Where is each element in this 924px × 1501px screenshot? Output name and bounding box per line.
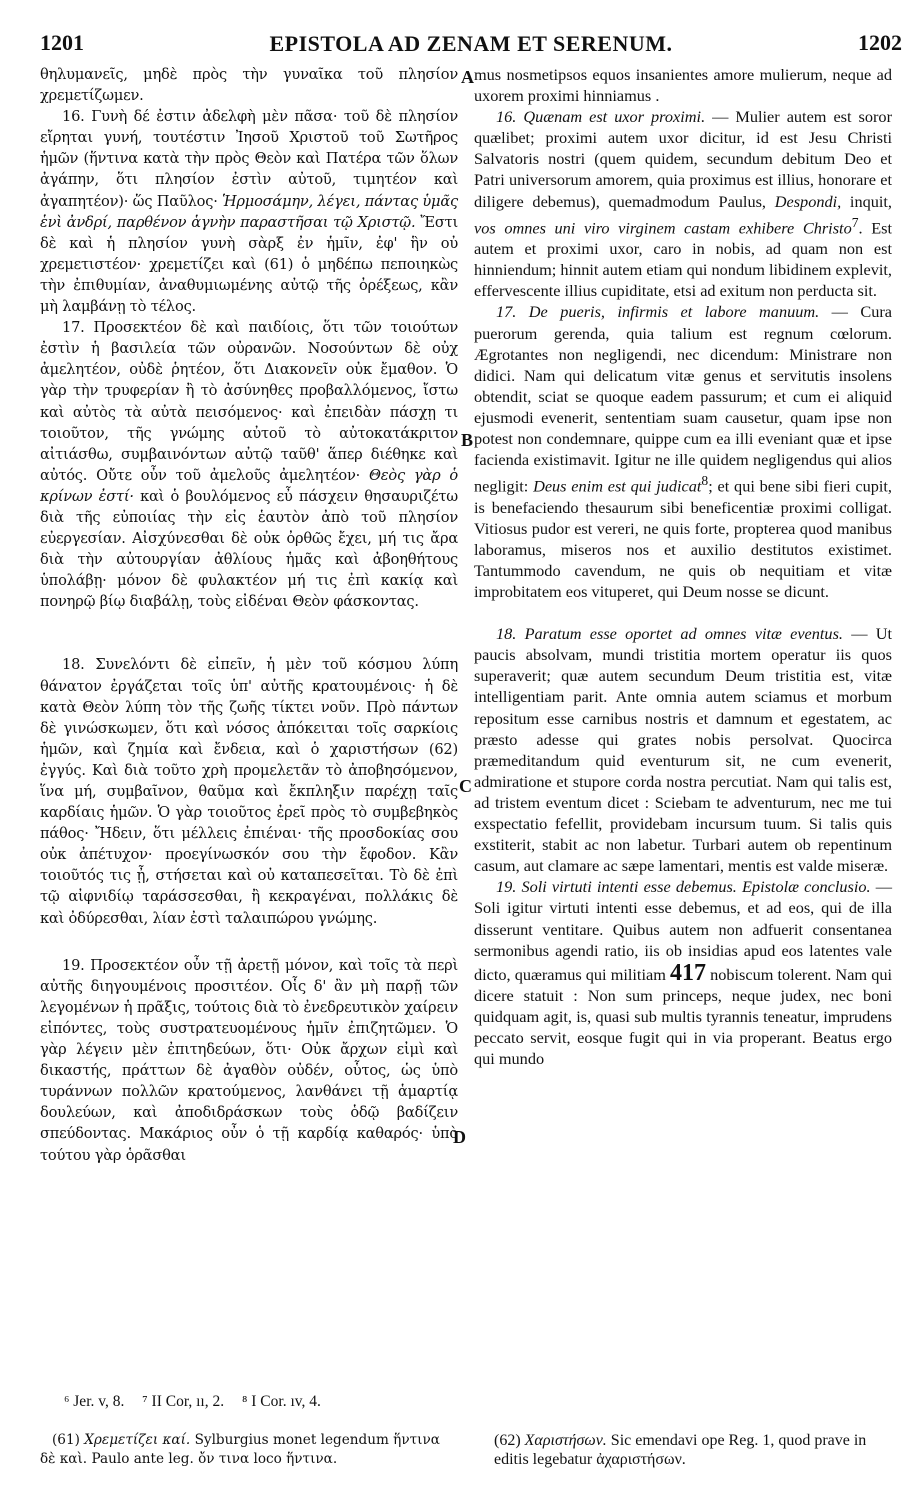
latin-19-rest: nobiscum tolerent. Nam qui dicere statuit : Non sum princeps, neque judex, nec boni quidquam agit, is, quasi sub multis tyrannis teneatur, imprudens peccato servit, eosque fugit qui in via properant. Beatus ergo qui mundo	[474, 964, 892, 1069]
latin-paragraph-18	[474, 623, 892, 876]
greek-paragraph-intro: θηλυμανεῖς, μηδὲ πρὸς τὴν γυναῖκα τοῦ πλησίον χρεμετίζωμεν.	[40, 66, 458, 105]
latin-17-rest: ; et qui bene sibi fieri cupit, is benefaciendo thesaurum sibi beneficentiæ proximi colligat. Vitiosus pudor est vereri, ne quis forte, propterea quod manibus laboramus, miseros nos et auxilio destitutos existimet. Tantummodo cavendum, ne quis ob nequitiam et vitæ improbitatem eos vituperet, qui Deum nosse se dicunt.	[474, 476, 893, 602]
note-61	[40, 1431, 458, 1469]
note-61-text: Sylburgius monet legendum ἥντινα δὲ καὶ. Paulo ante leg. ὄν τινα loco ἥντινα.	[40, 1432, 440, 1467]
greek-paragraph-19: 19. Προσεκτέον οὖν τῇ ἀρετῇ μόνον, καὶ τοῖς τὰ περὶ αὐτῆς διηγουμένοις προσιτέον. Οἷς δ' ἂν μὴ παρῇ τῶν λεγομένων ἡ πρᾶξις, τούτοις διὰ τὸ ἐνεδρευτικὸν χαίρειν εἰπόντες, τοὺς συστρατευομένους ἡμῖν ἐπιζητῶμεν. Ὁ γὰρ λέγειν μὲν ἐπιτηδεύων, ὅτι· Οὐκ ἄρχων εἰμὶ καὶ δικαστής, πράττων δὲ ἀγαθὸν οὐδέν, οὗτος, ὡς ὑπὸ τυράννων πολλῶν κρατούμενος, λανθάνει τῇ ἁμαρτίᾳ δουλεύων, καὶ ἀποδιδράσκων τοὺς ὁδῷ βαδίζειν σπεύδοντας. Μακάριος οὖν ὁ τῇ καρδίᾳ καθαρός· ὑπὸ τούτου γὰρ ὁρᾶσθαι	[40, 956, 458, 1164]
greek-16-rest: Ἔστι δὲ καὶ ἡ πλησίον γυνὴ σὰρξ ἐν ἡμῖν, ἐφ' ἣν οὐ χρεμετιστέον· χρεμετίζει καὶ (61) ὁ μηδέπω πεποιηκὼς τὴν ἐπιθυμίαν, ἀναθυμιωμένης αὐτῷ τῆς ὀρέξεως, κἂν μὴ λαμβάνῃ τὸ τέλος.	[40, 213, 458, 316]
latin-17-text: — Cura puerorum gerenda, quia talium est regnum cœlorum. Ægrotantes non negligendi, nec dicendum: Ministrare non didici. Nam qui delicatum vitæ genus et servitutis insolens obtendit, sciat se quoque eadem passurum; et cum ei aliquid ejusmodi evenerit, sententiam suam causetur, quam ipse non potest non condemnare, quippe cum ea illi eveniant quæ et ipse facienda existimavit. Igitur ne ille quidem negligendus qui alios negligit:	[474, 302, 893, 496]
note-61-label: (61)	[52, 1432, 80, 1448]
scripture-references	[64, 1393, 335, 1411]
latin-16-heading: 16. Quænam est uxor proximi.	[496, 107, 706, 127]
latin-paragraph-16	[474, 106, 892, 301]
column-number: 417	[669, 959, 706, 986]
greek-paragraph-18: 18. Συνελόντι δὲ εἰπεῖν, ἡ μὲν τοῦ κόσμου λύπη θάνατον ἐργάζεται τοῖς ὑπ' αὐτῆς κρατουμένοις· ἡ δὲ κατὰ Θεὸν λύπη τὸν τῆς ζωῆς τίκτει νοῦν. Πρὸ πάντων δὲ γινώσκωμεν, ὅτι καὶ νόσος ἀπόκειται τοῖς σαρκίοις ἡμῶν, καὶ ζημία καὶ ἔνδεια, καὶ ὁ χαριστήσων (62) ἐγγύς. Καὶ διὰ τοῦτο χρὴ προμελετᾶν τὸ ἀποβησόμενον, ἵνα μή, συμβαῖνον, θαῦμα καὶ ἔκπληξιν παρέχῃ ταῖς καρδίαις ἡμῶν. Ὁ γὰρ τοιοῦτος ἐρεῖ πρὸς τὸ συμβεβηκὸς πάθος· Ἤδειν, ὅτι μέλλεις ἐπιέναι· τῆς προσδοκίας σου οὐκ ἀπέτυχον· προεγίνωσκόν σου τὴν ἔφοδον. Κἂν τοιοῦτός τις ᾖ, στήσεται καὶ οὐ καταπεσεῖται. Τὸ δὲ ἐπὶ τῷ αἰφνιδίῳ ταράσσεσθαι, ἢ κεκραγέναι, πολλάκις δὲ καὶ ὀδύρεσθαι, λίαν ἐστὶ ταλαιπώρου γνώμης.	[40, 656, 458, 927]
latin-paragraph-19	[474, 876, 892, 1069]
page-title: EPISTOLA AD ZENAM ET SERENUM.	[269, 31, 673, 56]
latin-16-text: — Mulier autem est soror quælibet; proximi autem uxor dicitur, id est Jesu Christi Salvatoris nostri (quem quidem, secundum debitum Deo et Patri universorum amorem, quia proximus est illius, honorare et diligere debemus), quemadmodum Paulus,	[474, 107, 892, 211]
latin-17-quote: Deus enim est qui judicat	[533, 476, 702, 496]
footnote-7: ⁷ II Cor, ıı, 2.	[142, 1393, 225, 1410]
latin-19-heading: 19. Soli virtuti intenti esse debemus. Epistolæ conclusio.	[496, 877, 871, 897]
latin-paragraph-17	[474, 301, 892, 602]
latin-18-heading: 18. Paratum esse oportet ad omnes vitæ eventus.	[496, 624, 843, 644]
latin-column	[474, 64, 892, 1069]
footnote-ref-8: 8	[701, 473, 709, 489]
greek-17-text: 17. Προσεκτέον δὲ καὶ παιδίοις, ὅτι τῶν τοιούτων ἐστὶν ἡ βασιλεία τῶν οὐρανῶν. Νοσούντων δὲ οὐχ ἀμελητέον, οὐδὲ ῥητέον, ὅτι Διακονεῖν οὐκ ἔμαθον. Ὁ γὰρ τὴν τρυφερίαν ἢ τὸ ἀσύνηθες προβαλλόμενος, ἴστω καὶ αὐτὸς τὰ αὐτὰ πεισόμενος· καὶ ἐπειδὰν πάσχῃ τι τοιοῦτον, τῆς γνώμης αὐτοῦ τὸ αὐτοκατάκριτον αἰτιάσθω, συμβαινόντων αὐτῷ ταῦθ' ἅπερ διέθηκε καὶ αὐτός. Οὔτε οὖν τοῦ ἀμελοῦς ἀμελητέον·	[40, 319, 458, 484]
footnote-8: ⁸ I Cor. ıv, 4.	[241, 1393, 321, 1410]
greek-column	[40, 64, 458, 1166]
note-61-greek: Χρεμετίζει καί.	[84, 1432, 191, 1448]
page-header	[40, 30, 902, 58]
greek-paragraph-17	[40, 317, 458, 612]
note-62-greek: Χαριστήσων.	[524, 1432, 607, 1449]
page-number-right: 1202	[858, 30, 902, 55]
latin-17-heading: 17. De pueris, infirmis et labore manuum.	[496, 302, 820, 322]
latin-19-text: — Soli igitur virtuti intenti esse debemus, et ad eos, qui de illa disserunt ventitare. Quibus autem non adfuerit consentanea sermonibus agendi ratio, iis ob insidias apud eos latentes vale dicto, quæramus qui militiam	[474, 877, 892, 984]
latin-18-text: — Ut paucis absolvam, mundi tristitia mortem operatur iis quos superaverit; quæ autem secundum Deum tristitia est, vitæ intelligentiam parit. Ante omnia autem sciamus et morbum repositum esse carnibus nostris et damnum et egestatem, ac præsto adesse qui grates nobis persolvat. Quocirca præmeditandum quid eventurum sit, ne cum evenerit, admiratione et stupore corda nostra percutiat. Nam qui talis est, ad tristem eventum dicet : Sciebam te adventurum, nec me tui exspectatio fefellit, providebam incursum tuum. Si talis quis exstiterit, stabit ac non labetur. Turbari autem ob repentinum casum, aut clamare ac sæpe lamentari, mentis est valde miseræ.	[474, 624, 892, 876]
margin-marker-c: C	[459, 776, 472, 796]
footnote-6: ⁶ Jer. v, 8.	[64, 1393, 125, 1410]
margin-marker-a: A	[461, 67, 474, 87]
note-62	[494, 1431, 894, 1469]
latin-16-quote-b: vos omnes uni viro virginem castam exhibere Christo	[474, 218, 852, 238]
greek-17-rest: καὶ ὁ βουλόμενος εὖ πάσχειν θησαυριζέτω διὰ τῆς εὐποιίας τὴν εἰς ἑαυτὸν ἀπὸ τοῦ πλησίον εὐεργεσίαν. Αἰσχύνεσθαι δὲ οὐκ ὀρθῶς ἔχει, μή τις ἄρα διὰ τὴν αὐτουργίαν ἀθλίους ἡμᾶς καὶ ἀβοηθήτους ὑπολάβῃ· μόνον δὲ φυλακτέον μή τις ἐπὶ κακίᾳ καὶ πονηρῷ βίῳ διαβάλῃ, τοὺς εἰδέναι Θεὸν φάσκοντας.	[40, 487, 458, 611]
greek-16-quote: Ἡρμοσάμην, λέγει, πάντας ὑμᾶς ἑνὶ ἀνδρί, παρθένον ἁγνὴν παραστῆσαι τῷ Χριστῷ.	[40, 192, 458, 231]
note-62-label: (62)	[494, 1432, 521, 1449]
latin-paragraph-intro: mus nosmetipsos equos insanientes amore mulierum, neque ad uxorem proximi hinniamus .	[474, 65, 892, 106]
latin-16-inquit: inquit,	[841, 191, 892, 211]
margin-marker-b: B	[461, 430, 474, 450]
note-62-text: Sic emendavi ope Reg. 1, quod prave in editis legebatur ἀχαριστήσων.	[494, 1432, 867, 1468]
greek-paragraph-16	[40, 106, 458, 317]
greek-17-quote: Θεὸς γὰρ ὁ κρίνων ἐστί·	[40, 466, 458, 505]
latin-16-rest: . Est autem et proximi uxor, caro in nobis, ad quam non est hinniendum; hinnit autem etiam qui nondum libidinem explevit, effervescente illius cupiditate, etsi ad exitum non perducta sit.	[474, 218, 893, 301]
margin-marker-d: D	[453, 1127, 466, 1147]
page-number-left: 1201	[40, 30, 84, 55]
footnote-ref-7: 7	[851, 214, 859, 230]
latin-16-quote-a: Despondi,	[774, 191, 842, 211]
greek-16-text: 16. Γυνὴ δέ ἐστιν ἀδελφὴ μὲν πᾶσα· τοῦ δὲ πλησίον εἴρηται γυνή, τουτέστιν Ἰησοῦ Χριστοῦ τοῦ Σωτῆρος ἡμῶν (ἥντινα κατὰ τὴν πρὸς Θεὸν καὶ Πατέρα τῶν ὅλων ἀγάπην, ὅτι πλησίον ἐστὶν αὐτοῦ, τιμητέον καὶ ἀγαπητέον)· ὥς Παῦλος·	[40, 108, 458, 210]
